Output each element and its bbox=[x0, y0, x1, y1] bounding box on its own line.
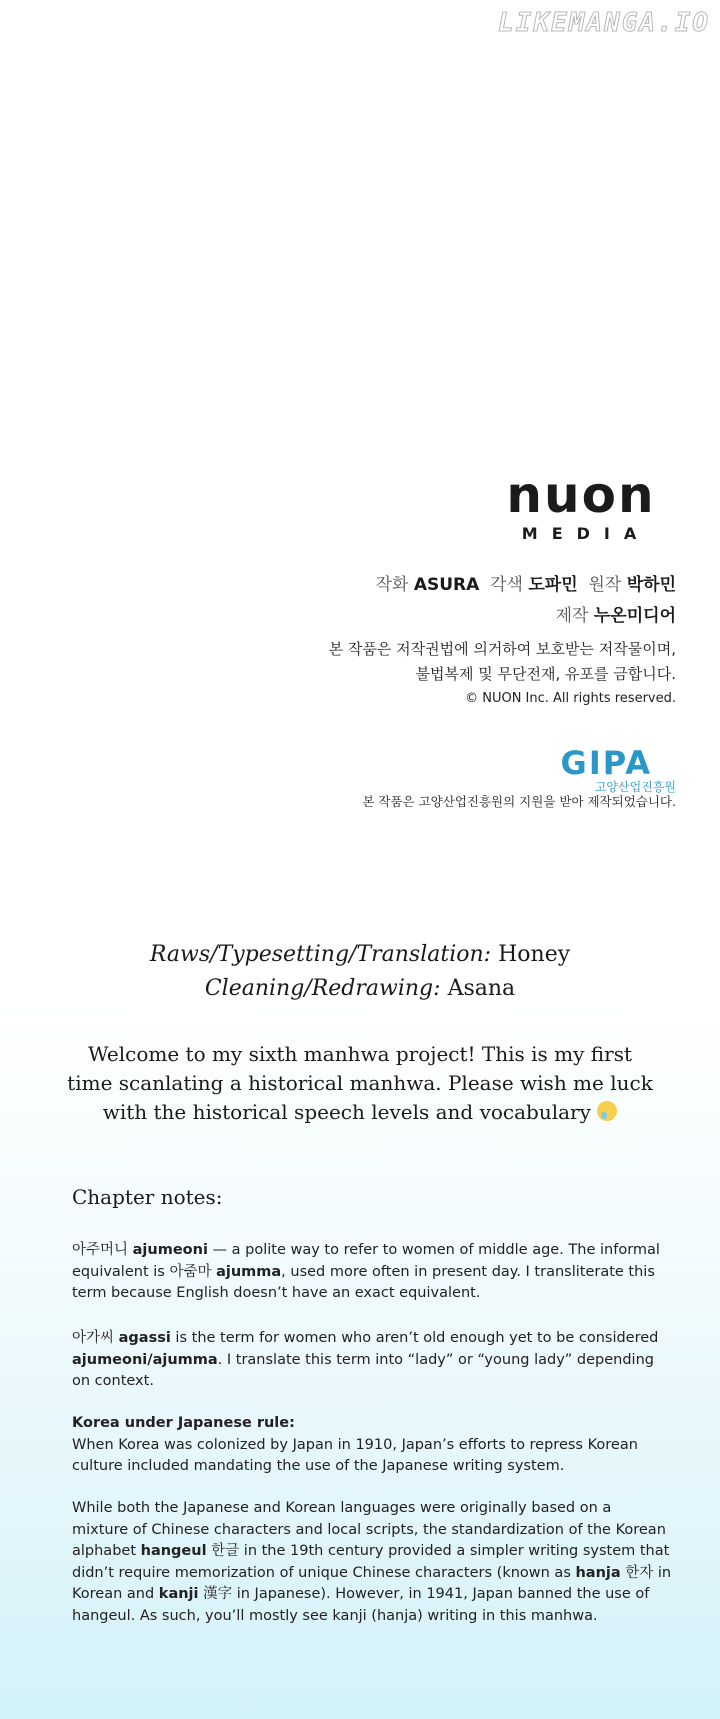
note-korean: 아줌마 bbox=[169, 1263, 212, 1280]
credit-original-label: 원작 bbox=[588, 575, 622, 595]
welcome-line-3-text: with the historical speech levels and vocabulary bbox=[102, 1100, 591, 1124]
legal-notice bbox=[329, 637, 676, 687]
nuon-media-logo bbox=[486, 466, 676, 543]
logo-wordmark: nuon bbox=[506, 466, 656, 524]
note-text: in the 19th century provided a simpler writing system that didn’t require memorization of unique Chinese characters (known as bbox=[72, 1543, 670, 1581]
watermark: LIKEMANGA.IO bbox=[498, 8, 710, 38]
note-term: ajumeoni/ajumma bbox=[72, 1351, 218, 1368]
note-term: kanji bbox=[158, 1586, 199, 1602]
note-korean: 아주머니 bbox=[72, 1242, 129, 1258]
note-text: , used more often in present day. I transliterate this term because English doesn’t have an exact equivalent. bbox=[72, 1263, 655, 1301]
credit-color-label: 각색 bbox=[490, 575, 523, 595]
note-term: hanja bbox=[575, 1564, 621, 1581]
note-text: is the term for women who aren’t old enough yet to be considered bbox=[170, 1330, 659, 1346]
legal-line-2: 불법복제 및 무단전재, 유포를 금합니다. bbox=[415, 665, 676, 683]
staff-name-2: Asana bbox=[447, 976, 516, 1001]
note-japanese-rule bbox=[72, 1413, 672, 1478]
note-text: While both the Japanese and Korean languages were originally based on a mixture of Chinese characters and local scripts, the standardization of the Korean alphabet bbox=[72, 1500, 666, 1559]
welcome-message bbox=[0, 1040, 720, 1127]
sweat-smile-emoji-icon bbox=[597, 1101, 617, 1121]
credit-original-value: 박하민 bbox=[626, 575, 676, 595]
note-term: ajumeoni bbox=[132, 1242, 208, 1258]
note-korean: 한글 bbox=[206, 1543, 240, 1559]
note-term: agassi bbox=[118, 1330, 171, 1346]
gipa-subtitle: 고양산업진흥원 bbox=[594, 780, 676, 794]
note-text: — a polite way to refer to women of middle age. The informal equivalent is bbox=[72, 1242, 660, 1280]
note-text: When Korea was colonized by Japan in 1910, Japan’s efforts to repress Korean culture included mandating the use of the Japanese writing system. bbox=[72, 1436, 638, 1474]
note-text: in Korean and bbox=[72, 1564, 672, 1602]
welcome-line-1: Welcome to my sixth manhwa project! This is my first bbox=[87, 1042, 633, 1066]
logo-subtitle: MEDIA bbox=[521, 524, 651, 543]
legal-line-1: 본 작품은 저작권법에 의거하여 보호받는 저작물이며, bbox=[328, 640, 676, 658]
staff-role-2: Cleaning/Redrawing: bbox=[204, 976, 441, 1001]
note-heading: Korea under Japanese rule: bbox=[72, 1415, 295, 1431]
note-hangeul bbox=[72, 1498, 672, 1627]
note-korean: 漢字 bbox=[198, 1586, 233, 1602]
note-text: in Japanese). However, in 1941, Japan banned the use of hangeul. As such, you’ll mostly see kanji (hanja) writing in this manhwa. bbox=[72, 1586, 650, 1624]
chapter-notes-title: Chapter notes: bbox=[72, 1185, 223, 1209]
gipa-wordmark: GIPA bbox=[560, 744, 652, 782]
note-term: ajumma bbox=[216, 1263, 282, 1280]
credit-color-value: 도파민 bbox=[528, 575, 578, 595]
support-notice: 본 작품은 고양산업진흥원의 지원을 받아 제작되었습니다. bbox=[362, 794, 676, 809]
note-agassi bbox=[72, 1328, 672, 1393]
note-korean: 아가씨 bbox=[72, 1330, 115, 1346]
staff-line-1 bbox=[0, 938, 720, 972]
note-ajumeoni bbox=[72, 1240, 672, 1305]
note-text: . I translate this term into “lady” or “young lady” depending on context. bbox=[72, 1351, 654, 1389]
gipa-logo bbox=[536, 744, 676, 794]
copyright: © NUON Inc. All rights reserved. bbox=[465, 691, 676, 706]
credit-art-value: ASURA bbox=[413, 575, 480, 595]
staff-role-1: Raws/Typesetting/Translation: bbox=[149, 942, 492, 967]
credit-production-label: 제작 bbox=[555, 606, 589, 626]
welcome-line-2: time scanlating a historical manhwa. Please wish me luck bbox=[67, 1071, 653, 1095]
welcome-line-3 bbox=[0, 1098, 720, 1127]
staff-line-2 bbox=[0, 972, 720, 1006]
note-term: hangeul bbox=[140, 1543, 207, 1559]
staff-credits bbox=[0, 938, 720, 1006]
credits-line-2 bbox=[556, 601, 676, 626]
staff-name-1: Honey bbox=[498, 942, 571, 967]
credit-production-value: 누온미디어 bbox=[593, 606, 676, 626]
credits-line-1 bbox=[376, 570, 676, 595]
credit-art-label: 작화 bbox=[375, 575, 409, 595]
note-korean: 한자 bbox=[620, 1564, 654, 1581]
